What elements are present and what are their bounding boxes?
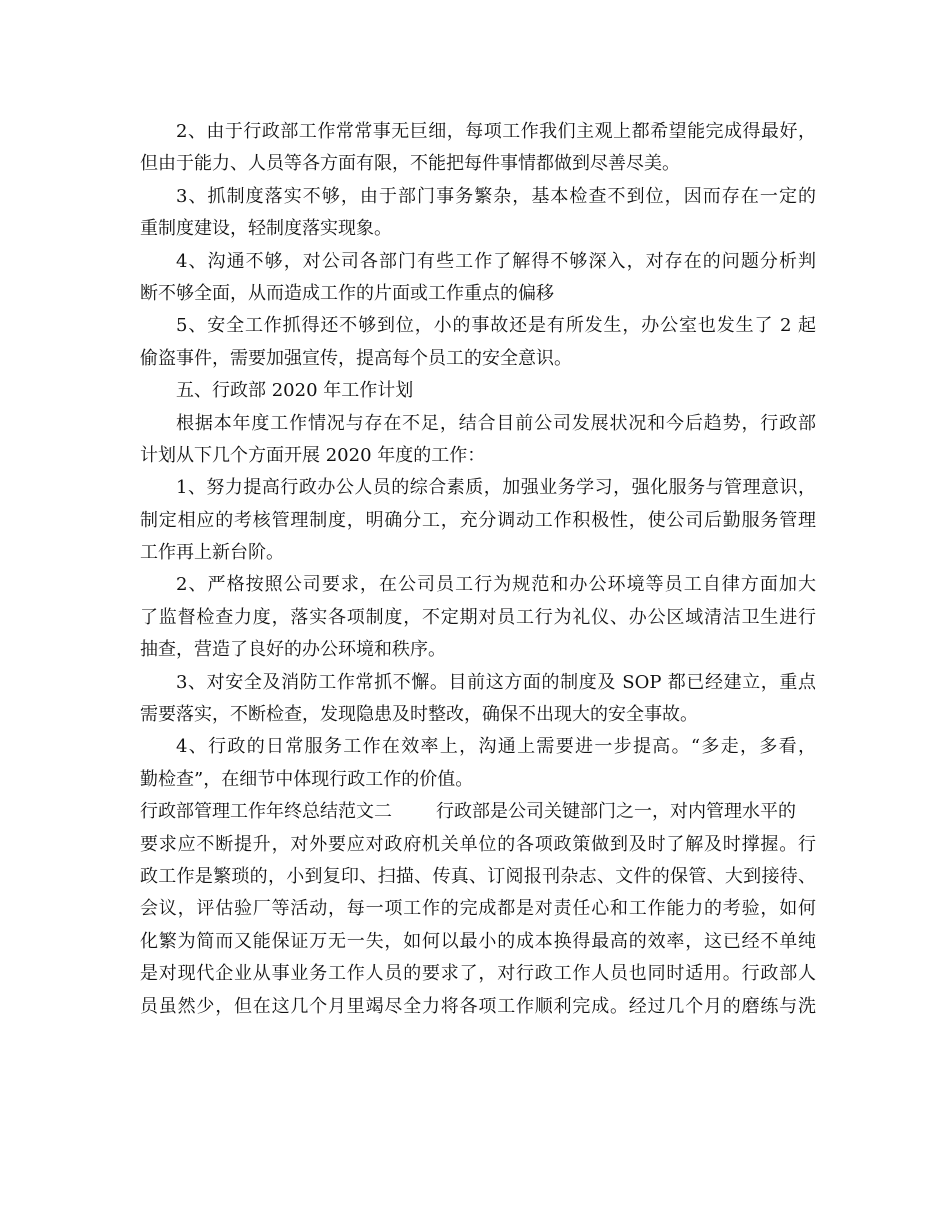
paragraph-line: 要求应不断提升，对外要应对政府机关单位的各项政策做到及时了解及时撑握。行	[140, 833, 816, 855]
paragraph-line: 政工作是繁琐的，小到复印、扫描、传真、订阅报刊杂志、文件的保管、大到接待、	[140, 865, 816, 887]
paragraph-line: 计划从下几个方面开展 2020 年度的工作：	[140, 444, 486, 466]
paragraph-line: 5、安全工作抓得还不够到位，小的事故还是有所发生，办公室也发生了 2 起	[176, 315, 816, 337]
paragraph-line: 需要落实，不断检查，发现隐患及时整改，确保不出现大的安全事故。	[140, 704, 698, 726]
paragraph-line: 会议，评估验厂等活动，每一项工作的完成都是对责任心和工作能力的考验，如何	[140, 898, 816, 920]
paragraph-line: 4、沟通不够，对公司各部门有些工作了解得不够深入，对存在的问题分析判	[176, 250, 816, 272]
paragraph-line: 断不够全面，从而造成工作的片面或工作重点的偏移	[140, 282, 554, 304]
article-title: 行政部管理工作年终总结范文二	[140, 801, 392, 823]
paragraph-line: 2、严格按照公司要求，在公司员工行为规范和办公环境等员工自律方面加大	[176, 574, 816, 596]
paragraph-line: 4、行政的日常服务工作在效率上，沟通上需要进一步提高。“多走，多看，	[176, 736, 816, 758]
paragraph-line: 3、对安全及消防工作常抓不懈。目前这方面的制度及 SOP 都已经建立，重点	[176, 671, 816, 693]
paragraph-line: 是对现代企业从事业务工作人员的要求了，对行政工作人员也同时适用。行政部人	[140, 963, 816, 985]
paragraph-line: 根据本年度工作情况与存在不足，结合目前公司发展状况和今后趋势，行政部	[176, 412, 816, 434]
article-intro: 行政部是公司关键部门之一，对内管理水平的	[436, 801, 796, 823]
paragraph-line: 制定相应的考核管理制度，明确分工，充分调动工作积极性，使公司后勤服务管理	[140, 509, 816, 531]
document-body	[140, 116, 816, 1023]
section-heading: 五、行政部 2020 年工作计划	[176, 380, 414, 402]
paragraph-line: 2、由于行政部工作常常事无巨细，每项工作我们主观上都希望能完成得最好，	[176, 121, 816, 142]
paragraph-line: 工作再上新台阶。	[140, 542, 284, 564]
article-title-line	[140, 796, 816, 828]
paragraph-line: 勤检查”，在细节中体现行政工作的价值。	[140, 768, 474, 790]
paragraph-line: 重制度建设，轻制度落实现象。	[140, 218, 392, 240]
paragraph-line: 化繁为简而又能保证万无一失，如何以最小的成本换得最高的效率，这已经不单纯	[140, 930, 816, 952]
paragraph-line: 抽查，营造了良好的办公环境和秩序。	[140, 639, 446, 661]
paragraph-line: 1、努力提高行政办公人员的综合素质，加强业务学习，强化服务与管理意识，	[176, 477, 816, 499]
paragraph-line: 但由于能力、人员等各方面有限，不能把每件事情都做到尽善尽美。	[140, 153, 680, 175]
paragraph-line: 了监督检查力度，落实各项制度，不定期对员工行为礼仪、办公区域清洁卫生进行	[140, 606, 816, 628]
paragraph-line: 3、抓制度落实不够，由于部门事务繁杂，基本检查不到位，因而存在一定的	[176, 185, 816, 207]
paragraph-line: 员虽然少，但在这几个月里竭尽全力将各项工作顺利完成。经过几个月的磨练与洗	[140, 995, 816, 1017]
paragraph-line: 偷盗事件，需要加强宣传，提高每个员工的安全意识。	[140, 347, 572, 369]
